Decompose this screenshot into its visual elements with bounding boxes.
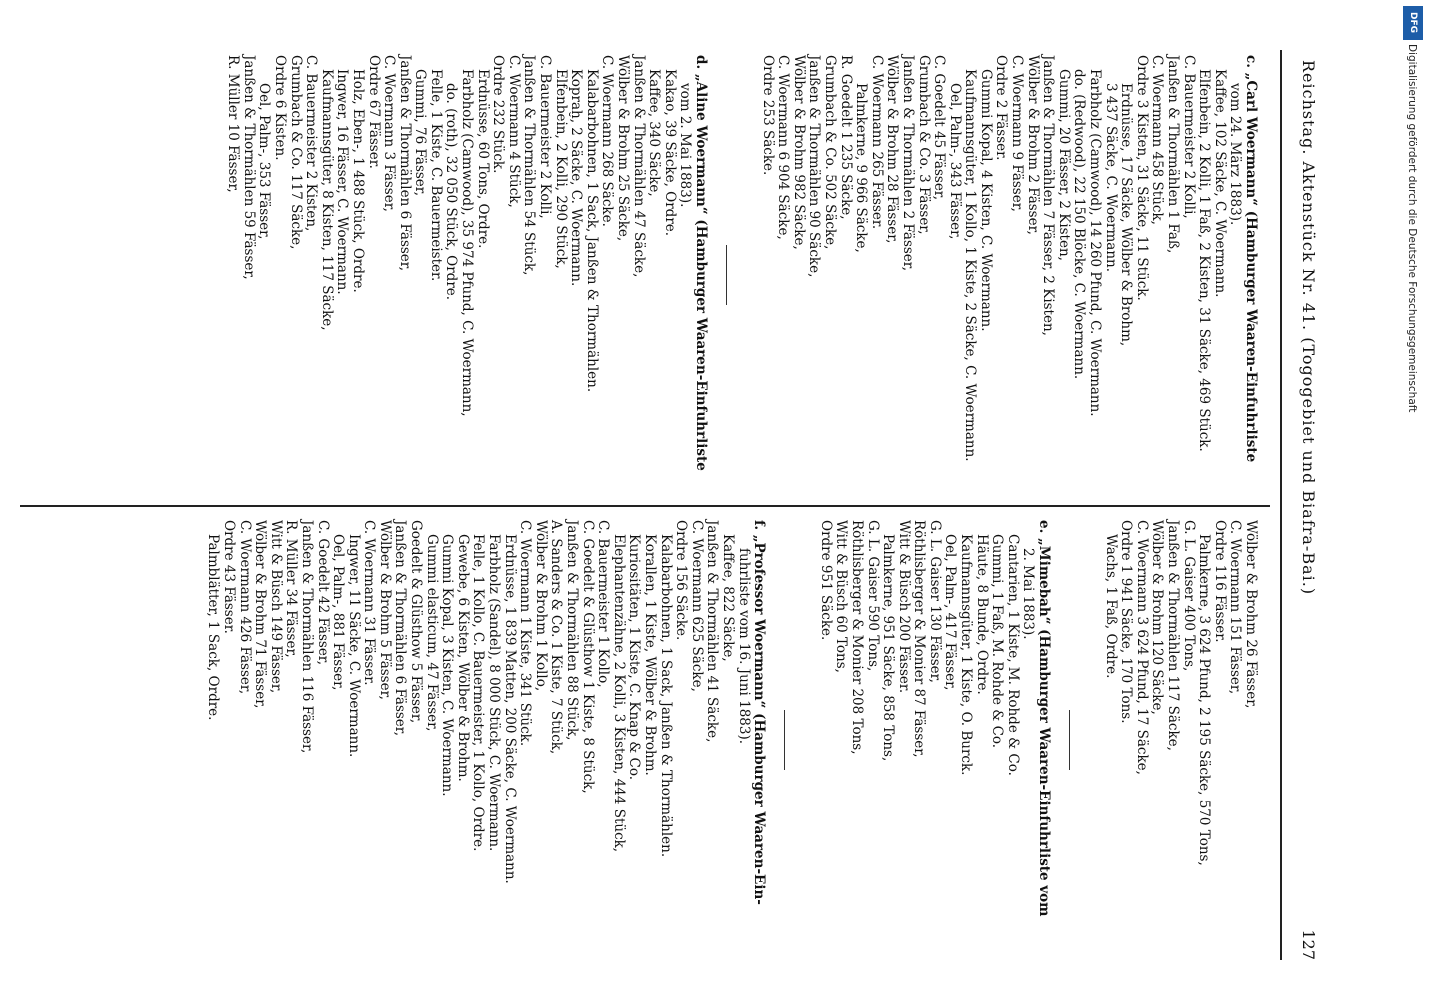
text-line: Röthlisberger & Monier 208 Tons, (848, 520, 865, 755)
text-line: Cantarien, 1 Kiste, M. Rohde & Co. (1004, 534, 1021, 776)
text-line: Ordre 6 Kisten. (271, 55, 288, 161)
text-line: C. Bauermeister 2 Kolli, (1180, 55, 1197, 219)
text-line: Wölber & Brohm 71 Fässer, (252, 520, 269, 709)
text-line: Janßen & Thormählen 47 Säcke, (630, 55, 647, 278)
text-line: Ordre 43 Fässer. (220, 520, 237, 634)
digitization-sidebar (1400, 0, 1428, 1000)
text-line: do. (Redwood), 22 150 Blöcke, C. Woermann. (1071, 69, 1088, 380)
text-line: C. Woermann 4 Stück, (505, 55, 522, 208)
text-line: Kopraḫ, 2 Säcke, C. Woermann. (568, 69, 585, 287)
text-line: Ordre 67 Fässer. (365, 55, 382, 169)
section-heading: d. „Aline Woermann“ (Hamburger Waaren-Einfuhrliste (693, 55, 709, 471)
text-line: Witt & Büsch 200 Fässer. (895, 520, 912, 694)
text-line: Oel, Palm-, 417 Fässer, (942, 534, 959, 691)
left-column (225, 55, 1258, 495)
text-line: Wölber & Brohm 5 Fässer, (376, 520, 393, 700)
text-line: C. Woermann 9 Fässer, (1009, 55, 1026, 212)
text-line: A. Sanders & Co. 1 Kiste, 7 Stück, (548, 520, 565, 755)
text-line: Wachs, 1 Faß, Ordre. (1102, 534, 1119, 679)
text-line: Häute, 8 Bunde, Ordre. (973, 534, 990, 695)
text-line: Wölber & Brohm 26 Fässer, (1243, 520, 1259, 709)
text-line: C. Woermann 3 624 Pfund, 17 Säcke, (1133, 520, 1150, 775)
text-line: C. Woermann 151 Fässer, (1227, 520, 1244, 695)
text-line: Wölber & Brohm 120 Säcke, (1149, 520, 1166, 715)
text-line: Erdnüsse, 60 Tons, Ordre. (474, 69, 491, 249)
text-line: vom 24. März 1883). (1227, 83, 1244, 226)
text-line: Palmblätter, 1 Sack, Ordre. (205, 534, 222, 721)
text-line: Korallen, 1 Kiste, Wölber & Brohm. (642, 534, 658, 776)
text-line: C. Bauermeister 1 Kollo, (595, 520, 612, 688)
text-line: Grumbach & Co. 117 Säcke, (287, 55, 304, 250)
column-divider (20, 505, 1270, 507)
text-line: Oel, Palm-, 353 Fässer, (256, 83, 273, 240)
text-line: Palmkerne, 3 624 Pfund, 2 195 Säcke, 570 Tons, (1196, 534, 1213, 866)
text-line: Erdnüsse, 1 839 Matten, 200 Säcke, C. Woermann. (501, 534, 518, 884)
text-line: Janßen & Thormählen 116 Fässer, (298, 520, 315, 754)
text-line: C. Woermann 31 Fässer. (361, 520, 378, 686)
text-line: Gummi, 1 Faß, M. Rohde & Co. (989, 534, 1006, 749)
text-line: Kaffee, 102 Säcke, C. Woermann. (1211, 69, 1228, 298)
text-line: C. Woermann 3 Fässer, (381, 55, 398, 212)
spacer (803, 520, 817, 960)
text-line: Röthlisberger & Monier 87 Fässer, (911, 520, 928, 758)
text-line: Janßen & Thormählen 90 Säcke, (806, 55, 823, 278)
text-line: G. L. Gaiser 130 Fässer, (926, 520, 943, 683)
text-line: Janßen & Thormählen 7 Fässer, 2 Kisten, (1040, 55, 1057, 336)
funding-note: Digitalisierung gefördert durch die Deutsche Forschungsgemeinschaft (1406, 44, 1418, 413)
text-line: R. Müller 10 Fässer, (225, 55, 242, 193)
text-line: Ordre 232 Stück. (490, 55, 507, 174)
text-line: C. Woermann 458 Stück, (1149, 55, 1166, 225)
spacer (1088, 520, 1102, 960)
text-line: C. Bauermeister 2 Kisten, (303, 55, 320, 232)
section-rule (726, 245, 727, 305)
text-line: Felle, 1 Kiste, C. Bauermeister. (427, 69, 444, 282)
text-line: Janßen & Thormählen 59 Fässer, (240, 55, 257, 280)
text-line: Kalabarbohnen, 1 Sack, Janßen & Thormählen. (583, 69, 600, 393)
text-line: vom 2. Mai 1883). (677, 83, 694, 208)
text-line: Farbholz (Camwood), 14 260 Pfund, C. Woermann. (1087, 69, 1104, 417)
text-line: C. Goedelt & Glüsthow 1 Kiste, 8 Stück, (579, 520, 596, 794)
text-line: Kaffee, 822 Säcke, (719, 534, 736, 662)
text-line: Ingwer, 16 Fässer, C. Woermann. (334, 69, 351, 295)
text-line: R. Müller 34 Fässer, (283, 520, 300, 658)
text-line: G. L. Gaiser 400 Tons, (1180, 520, 1197, 672)
text-line: Kaufmannsgüter, 1 Kollo, 1 Kiste, 2 Säcke, C. Woermann. (962, 69, 979, 462)
text-line: Kaffee, 340 Säcke, (646, 69, 663, 197)
text-line: Oel, Palm-, 881 Fässer, (330, 534, 347, 691)
text-line: Gummi, 76 Fässer, (412, 69, 429, 197)
text-line: Ordre 253 Säcke. (759, 55, 776, 176)
text-line: Grumbach & Co. 3 Fässer, (915, 55, 932, 235)
text-line: Janßen & Thormählen 117 Säcke, (1165, 520, 1182, 751)
text-line: Janßen & Thormählen 2 Fässer, (899, 55, 916, 272)
text-line: Janßen & Thormählen 6 Fässer, (396, 55, 413, 272)
text-line: C. Woermann 1 Kiste, 341 Stück. (517, 520, 534, 747)
text-line: Oel, Palm-, 343 Fässer, (946, 83, 963, 240)
text-line: Ordre 1 941 Säcke, 170 Tons. (1118, 520, 1135, 724)
text-line: Janßen & Thormählen 54 Stück, (521, 55, 538, 276)
text-line: Wölber & Brohm 25 Säcke, (615, 55, 632, 242)
text-line: Kaufmannsgüter, 1 Kiste, O. Burck. (958, 534, 975, 776)
text-line: Ordre 156 Säcke. (673, 520, 690, 641)
text-line: Janßen & Thormählen 6 Fässer, (392, 520, 409, 737)
text-line: Gummi, 20 Fässer, 2 Kisten, (1055, 69, 1072, 261)
text-line: Farbholz (Sandel), 8 000 Stück, C. Woermann. (486, 534, 503, 852)
text-line: Janßen & Thormählen 1 Faß, (1165, 55, 1182, 254)
text-line: Gummi Kopal, 4 Kisten, C. Woermann. (977, 69, 994, 332)
text-line: C. Woermann 6 904 Säcke, (775, 55, 792, 240)
section-rule (784, 710, 785, 770)
text-line: Palmkerne, 9 966 Säcke, (853, 83, 870, 253)
text-line: C. Goedelt 42 Fässer, (314, 520, 331, 666)
running-header (1288, 40, 1318, 970)
text-line: Kakao, 39 Säcke, Ordre. (661, 69, 678, 237)
text-line: Kaufmannsgüter, 8 Kisten, 117 Säcke, (318, 69, 335, 331)
text-line: Ordre 3 Kisten, 31 Säcke, 11 Stück. (1133, 55, 1150, 301)
text-line: Kuriositäten, 1 Kiste, C. Knap & Co. (626, 534, 643, 781)
text-line: Wölber & Brohm 2 Fässer, (1024, 55, 1041, 235)
text-line: Holz, Eben-, 1 488 Stück, Ordre. (349, 69, 366, 293)
text-line: Witt & Büsch 60 Tons, (833, 520, 850, 673)
text-line: Goedelt & Glüsthow 5 Fässer, (408, 520, 425, 724)
text-line: C. Woermann 265 Fässer. (868, 55, 885, 230)
section-heading: c. „Carl Woermann“ (Hamburger Waaren-Einfuhrliste (1243, 55, 1259, 463)
text-line: fuhrliste vom 16. Juni 1883). (735, 548, 752, 745)
text-line: C. Woermann 625 Säcke, (688, 520, 705, 692)
text-line: Gummi elasticum, 47 Fässer, (423, 534, 440, 732)
text-line: Elephantenzähne, 2 Kolli, 3 Kisten, 444 Stück, (610, 534, 627, 853)
text-line: C. Goedelt 45 Fässer, (931, 55, 948, 201)
text-line: Elfenbein, 2 Kolli, 1 Faß, 2 Kisten, 31 Säcke, 469 Stück. (1196, 69, 1213, 452)
text-line: 3 437 Säcke, C. Woermann. (1102, 83, 1119, 273)
text-line: Grumbach & Co. 502 Säcke, (821, 55, 838, 250)
text-line: Wölber & Brohm 28 Fässer, (884, 55, 901, 244)
text-line: C. Woermann 268 Säcke. (599, 55, 616, 227)
text-line: Ingwer, 11 Säcke, C. Woermann. (345, 534, 362, 758)
text-line: Palmkerne, 951 Säcke, 858 Tons, (880, 534, 897, 762)
text-line: G. L. Gaiser 590 Tons, (864, 520, 881, 672)
header-title: Reichstag. Aktenstück Nr. 41. (Togogebiet und Biafra-Bai.) (1299, 60, 1318, 596)
section-heading: f. „Professor Woermann“ (Hamburger Waaren-Ein- (751, 520, 768, 905)
dfg-logo: DFG (1403, 6, 1423, 40)
text-line: C. Bauermeister 2 Kolli, (537, 55, 554, 219)
text-line: Felle, 1 Kollo, C. Bauermeister, 1 Kollo, Ordre. (470, 534, 487, 852)
text-line: Kalabarbohnen, 1 Sack, Janßen & Thormählen. (657, 534, 674, 858)
text-line: 2. Mai 1883). (1020, 548, 1037, 640)
text-line: Erdnüsse, 17 Säcke, Wölber & Brohm, (1118, 83, 1135, 347)
section-heading: e. „Mimebah“ (Hamburger Waaren-Einfuhrliste vom (1036, 520, 1053, 917)
text-line: Witt & Büsch 149 Fässer, (267, 520, 284, 694)
text-line: Janßen & Thormählen 88 Stück, (564, 520, 581, 741)
text-line: Ordre 116 Fässer. (1211, 520, 1228, 643)
section-rule (1069, 710, 1070, 770)
text-line: Gewebe, 6 Kisten, Wölber & Brohm. (454, 534, 471, 782)
text-line: Wölber & Brohm 982 Säcke, (790, 55, 807, 250)
text-line: Farbholz (Camwood), 35 974 Pfund, C. Woermann, (459, 69, 476, 417)
text-line: Ordre 2 Fässer. (993, 55, 1010, 161)
text-line: Elfenbein, 2 Kolli, 290 Stück, (552, 69, 569, 269)
right-column (205, 520, 1258, 960)
text-line: Gummi Kopal, 3 Kisten, C. Woermann. (439, 534, 456, 797)
text-line: Janßen & Thormählen 41 Säcke, (704, 520, 721, 743)
page-number: 127 (1299, 929, 1318, 960)
spacer (745, 55, 759, 495)
text-line: R. Goedelt 1 235 Säcke, (837, 55, 854, 220)
header-rule (1281, 50, 1283, 960)
text-line: Ordre 951 Säcke. (817, 520, 834, 641)
text-line: do. (roth), 32 050 Stück, Ordre. (443, 83, 460, 301)
text-line: C. Woermann 426 Fässer, (236, 520, 253, 695)
text-line: Wölber & Brohm 1 Kollo, (532, 520, 549, 692)
